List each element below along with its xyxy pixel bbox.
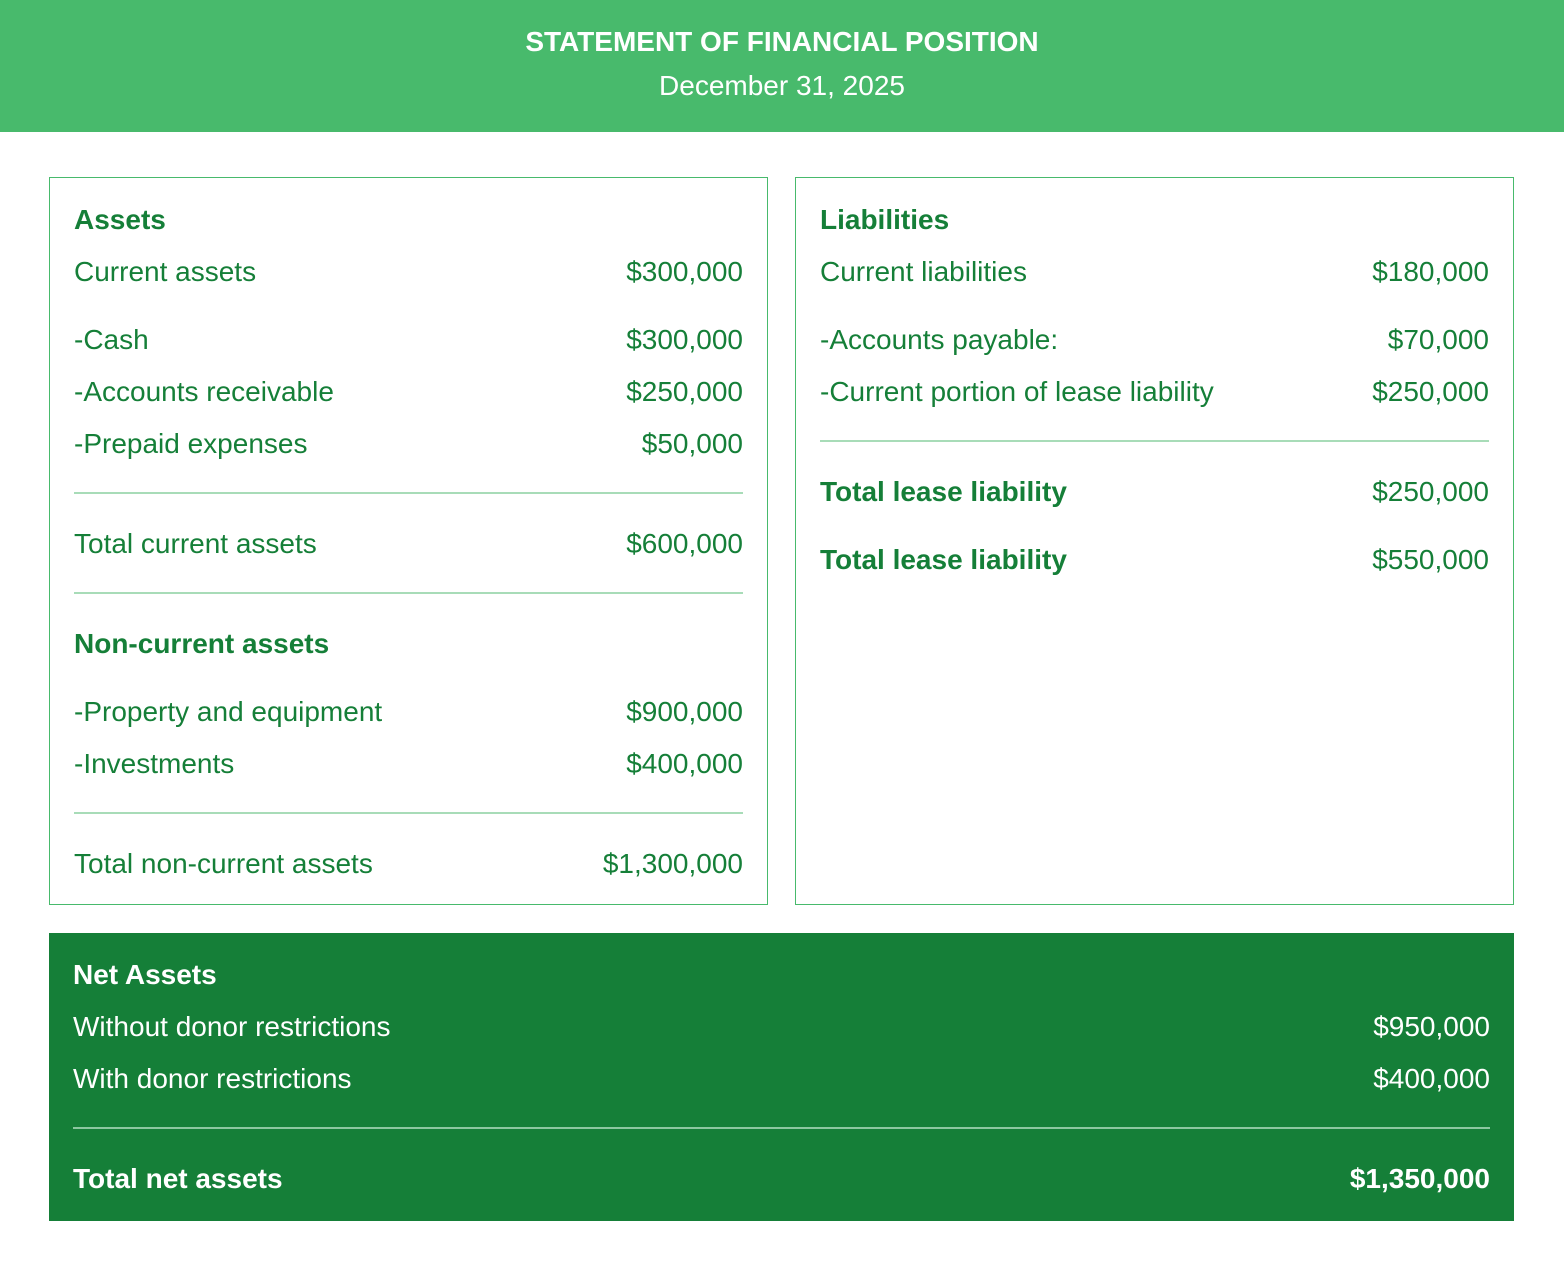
asset-item-label: -Accounts receivable bbox=[74, 376, 334, 407]
liability-item-row bbox=[820, 323, 1489, 357]
liability-item-row bbox=[820, 375, 1489, 409]
liability-item-value: $250,000 bbox=[1372, 376, 1489, 407]
total-net-assets-row bbox=[73, 1162, 1490, 1196]
liability-item-label: -Accounts payable: bbox=[820, 324, 1059, 355]
asset-item-value: $900,000 bbox=[626, 696, 743, 727]
total-non-current-assets-label: Total non-current assets bbox=[74, 848, 373, 879]
total-lease-liability-value: $250,000 bbox=[1372, 476, 1489, 507]
liabilities-panel bbox=[795, 177, 1514, 905]
asset-item-label: -Cash bbox=[74, 324, 149, 355]
divider bbox=[820, 440, 1489, 442]
assets-heading: Assets bbox=[74, 204, 166, 235]
divider bbox=[74, 492, 743, 494]
statement-header bbox=[0, 0, 1564, 132]
net-asset-item-value: $400,000 bbox=[1373, 1063, 1490, 1094]
divider bbox=[74, 592, 743, 594]
asset-item-value: $50,000 bbox=[641, 428, 743, 459]
asset-item-row bbox=[74, 747, 743, 781]
asset-item-value: $250,000 bbox=[626, 376, 743, 407]
non-current-assets-heading-row bbox=[74, 627, 743, 661]
asset-item-label: -Investments bbox=[74, 748, 235, 779]
liability-item-value: $70,000 bbox=[1387, 324, 1489, 355]
current-liabilities-value: $180,000 bbox=[1372, 256, 1489, 287]
total-lease-liability-row bbox=[820, 475, 1489, 509]
divider bbox=[74, 812, 743, 814]
total-non-current-assets-row bbox=[74, 847, 743, 881]
total-liabilities-row bbox=[820, 543, 1489, 577]
assets-panel bbox=[49, 177, 768, 905]
assets-heading-row bbox=[74, 203, 743, 237]
asset-item-row bbox=[74, 323, 743, 357]
non-current-assets-heading: Non-current assets bbox=[74, 628, 330, 659]
total-non-current-assets-value: $1,300,000 bbox=[602, 848, 743, 879]
asset-item-value: $400,000 bbox=[626, 748, 743, 779]
asset-item-label: -Prepaid expenses bbox=[74, 428, 308, 459]
statement-title: STATEMENT OF FINANCIAL POSITION bbox=[525, 26, 1039, 57]
total-liabilities-value: $550,000 bbox=[1372, 544, 1489, 575]
total-current-assets-value: $600,000 bbox=[626, 528, 743, 559]
net-asset-item-value: $950,000 bbox=[1373, 1011, 1490, 1042]
total-net-assets-label: Total net assets bbox=[73, 1163, 283, 1194]
net-asset-item-row bbox=[73, 1010, 1490, 1044]
current-liabilities-label: Current liabilities bbox=[820, 256, 1027, 287]
net-assets-heading-row bbox=[73, 958, 1490, 992]
current-liabilities-row bbox=[820, 255, 1489, 289]
net-asset-item-label: Without donor restrictions bbox=[73, 1011, 391, 1042]
total-net-assets-value: $1,350,000 bbox=[1349, 1163, 1490, 1194]
asset-item-row bbox=[74, 427, 743, 461]
net-assets-heading: Net Assets bbox=[73, 959, 217, 990]
asset-item-label: -Property and equipment bbox=[74, 696, 383, 727]
total-current-assets-row bbox=[74, 527, 743, 561]
current-assets-value: $300,000 bbox=[626, 256, 743, 287]
total-liabilities-label: Total lease liability bbox=[820, 544, 1067, 575]
statement-date: December 31, 2025 bbox=[659, 70, 905, 101]
asset-item-row bbox=[74, 375, 743, 409]
asset-item-value: $300,000 bbox=[626, 324, 743, 355]
liability-item-label: -Current portion of lease liability bbox=[820, 376, 1214, 407]
net-asset-item-row bbox=[73, 1062, 1490, 1096]
net-asset-item-label: With donor restrictions bbox=[73, 1063, 352, 1094]
divider bbox=[73, 1127, 1490, 1129]
current-assets-label: Current assets bbox=[74, 256, 257, 287]
current-assets-row bbox=[74, 255, 743, 289]
net-assets-panel bbox=[49, 933, 1514, 1221]
total-current-assets-label: Total current assets bbox=[74, 528, 317, 559]
liabilities-heading: Liabilities bbox=[820, 204, 950, 235]
asset-item-row bbox=[74, 695, 743, 729]
liabilities-heading-row bbox=[820, 203, 1489, 237]
total-lease-liability-label: Total lease liability bbox=[820, 476, 1067, 507]
